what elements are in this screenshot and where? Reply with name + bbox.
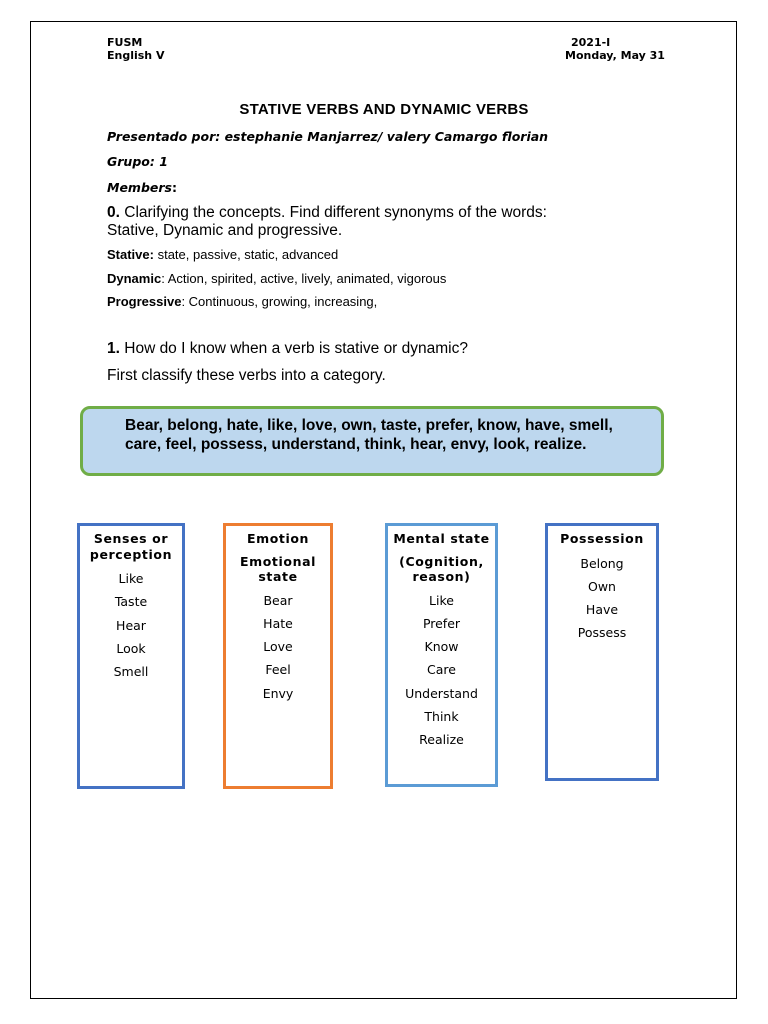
list-item: Like bbox=[429, 592, 454, 608]
list-item: Feel bbox=[265, 662, 291, 678]
synonym-dynamic bbox=[107, 271, 446, 286]
category-heading: Mental state bbox=[393, 531, 490, 546]
list-item: Belong bbox=[580, 555, 624, 571]
list-item: Own bbox=[588, 578, 616, 594]
term: 2021-I bbox=[571, 36, 611, 49]
list-item: Taste bbox=[114, 594, 148, 610]
members-colon: : bbox=[171, 180, 177, 195]
synonym-term: Dynamic bbox=[107, 271, 162, 286]
verb-list-box bbox=[80, 406, 664, 476]
section-0-line1: Clarifying the concepts. Find different synonyms of the words: bbox=[124, 204, 547, 221]
date: Monday, May 31 bbox=[565, 49, 665, 62]
list-item: Look bbox=[116, 640, 146, 656]
section-1-question-text: How do I know when a verb is stative or dynamic? bbox=[124, 340, 468, 357]
synonym-term: Progressive bbox=[107, 294, 182, 309]
verb-list: Bear, belong, hate, like, love, own, taste, prefer, know, have, smell, care, feel, possess, understand, think, hear, envy, look, realize. bbox=[125, 417, 613, 453]
list-item: Have bbox=[585, 602, 619, 618]
document-title: STATIVE VERBS AND DYNAMIC VERBS bbox=[239, 101, 529, 118]
list-item: Understand bbox=[405, 685, 478, 701]
list-item: Like bbox=[118, 571, 144, 586]
synonym-values: state, passive, static, advanced bbox=[157, 247, 339, 262]
list-item: Hate bbox=[263, 615, 293, 631]
synonym-values: : Continuous, growing, increasing, bbox=[181, 294, 378, 309]
members bbox=[107, 180, 177, 195]
list-item: Bear bbox=[263, 592, 293, 608]
section-0-number: 0. bbox=[107, 204, 120, 221]
section-0-line2: Stative, Dynamic and progressive. bbox=[107, 222, 343, 239]
course-name: English V bbox=[107, 49, 165, 62]
synonym-values: : Action, spirited, active, lively, animated, vigorous bbox=[161, 271, 447, 286]
synonym-stative bbox=[107, 247, 338, 262]
list-item: Think bbox=[424, 708, 459, 724]
list-item: Possess bbox=[577, 625, 627, 641]
category-subheading: (Cognition, reason) bbox=[399, 553, 484, 584]
header-right bbox=[565, 36, 665, 62]
section-1-instruction: First classify these verbs into a category. bbox=[107, 367, 386, 384]
category-emotion bbox=[223, 523, 333, 789]
section-1-question bbox=[107, 340, 468, 358]
list-item: Love bbox=[263, 639, 293, 655]
category-heading: Possession bbox=[560, 531, 644, 546]
category-subheading: Emotional state bbox=[239, 553, 317, 584]
list-item: Know bbox=[424, 639, 459, 655]
list-item: Envy bbox=[262, 685, 294, 701]
section-0 bbox=[107, 204, 667, 240]
header-left bbox=[107, 36, 164, 62]
category-senses bbox=[77, 523, 185, 789]
synonym-progressive bbox=[107, 294, 377, 309]
category-heading: Emotion bbox=[246, 531, 310, 546]
group: Grupo: 1 bbox=[107, 154, 168, 169]
list-item: Prefer bbox=[422, 615, 461, 631]
category-possession bbox=[545, 523, 659, 781]
members-label: Members bbox=[107, 180, 172, 195]
list-item: Smell bbox=[113, 664, 149, 680]
school-name: FUSM bbox=[107, 36, 143, 49]
presented-by: Presentado por: estephanie Manjarrez/ valery Camargo florian bbox=[107, 129, 549, 144]
category-heading: Senses or perception bbox=[89, 531, 173, 562]
list-item: Realize bbox=[419, 732, 464, 748]
category-mental-state bbox=[385, 523, 498, 787]
list-item: Hear bbox=[116, 617, 146, 633]
list-item: Care bbox=[427, 662, 456, 678]
section-1-number: 1. bbox=[107, 340, 120, 357]
synonym-term: Stative: bbox=[107, 247, 154, 262]
